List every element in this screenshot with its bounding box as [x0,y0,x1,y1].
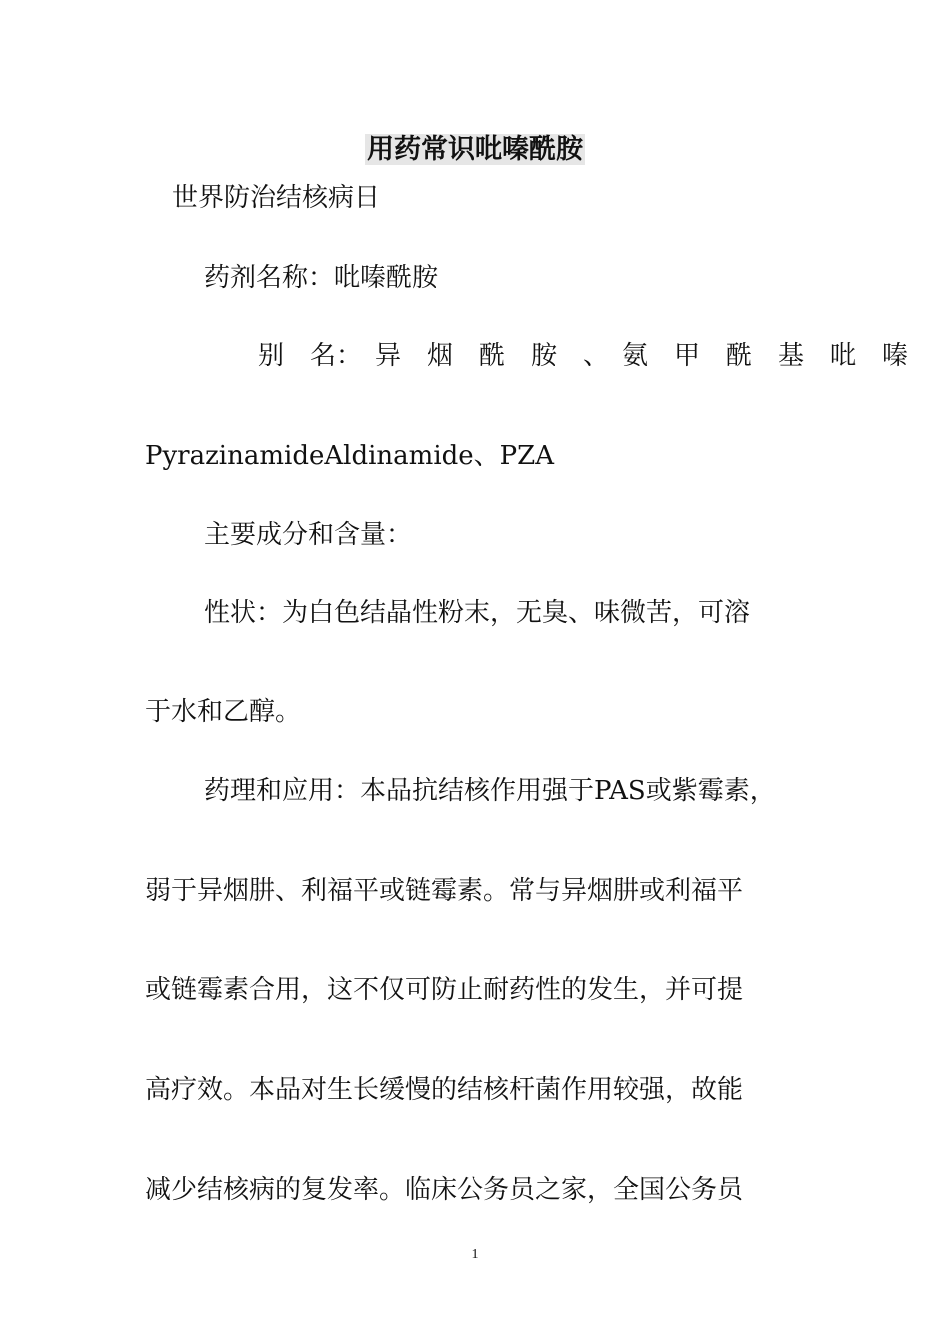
paragraph-line: 或链霉素合用，这不仅可防止耐药性的发生，并可提 [145,975,744,1005]
paragraph-line: 主要成分和含量： [204,520,413,550]
paragraph-line: 于水和乙醇。 [145,697,302,727]
document-title: 用药常识吡嗪酰胺 [367,134,583,165]
paragraph-line: PyrazinamideAldinamide、PZA [145,441,555,471]
paragraph-line: 减少结核病的复发率。临床公务员之家，全国公务员 [145,1175,744,1205]
paragraph-line: 药理和应用：本品抗结核作用强于PAS或紫霉素， [204,776,776,806]
paragraph-line: 药剂名称：吡嗪酰胺 [204,263,439,293]
page-number: 1 [471,1247,479,1262]
paragraph-line: 高疗效。本品对生长缓慢的结核杆菌作用较强，故能 [145,1075,744,1105]
paragraph-line: 别 名： 异 烟 酰 胺 、 氨 甲 酰 基 吡 嗪 [258,341,909,371]
paragraph-line: 弱于异烟肼、利福平或链霉素。常与异烟肼或利福平 [145,876,744,906]
paragraph-line: 世界防治结核病日 [172,183,381,213]
paragraph-line: 性状：为白色结晶性粉末，无臭、味微苦，可溶 [204,598,751,628]
